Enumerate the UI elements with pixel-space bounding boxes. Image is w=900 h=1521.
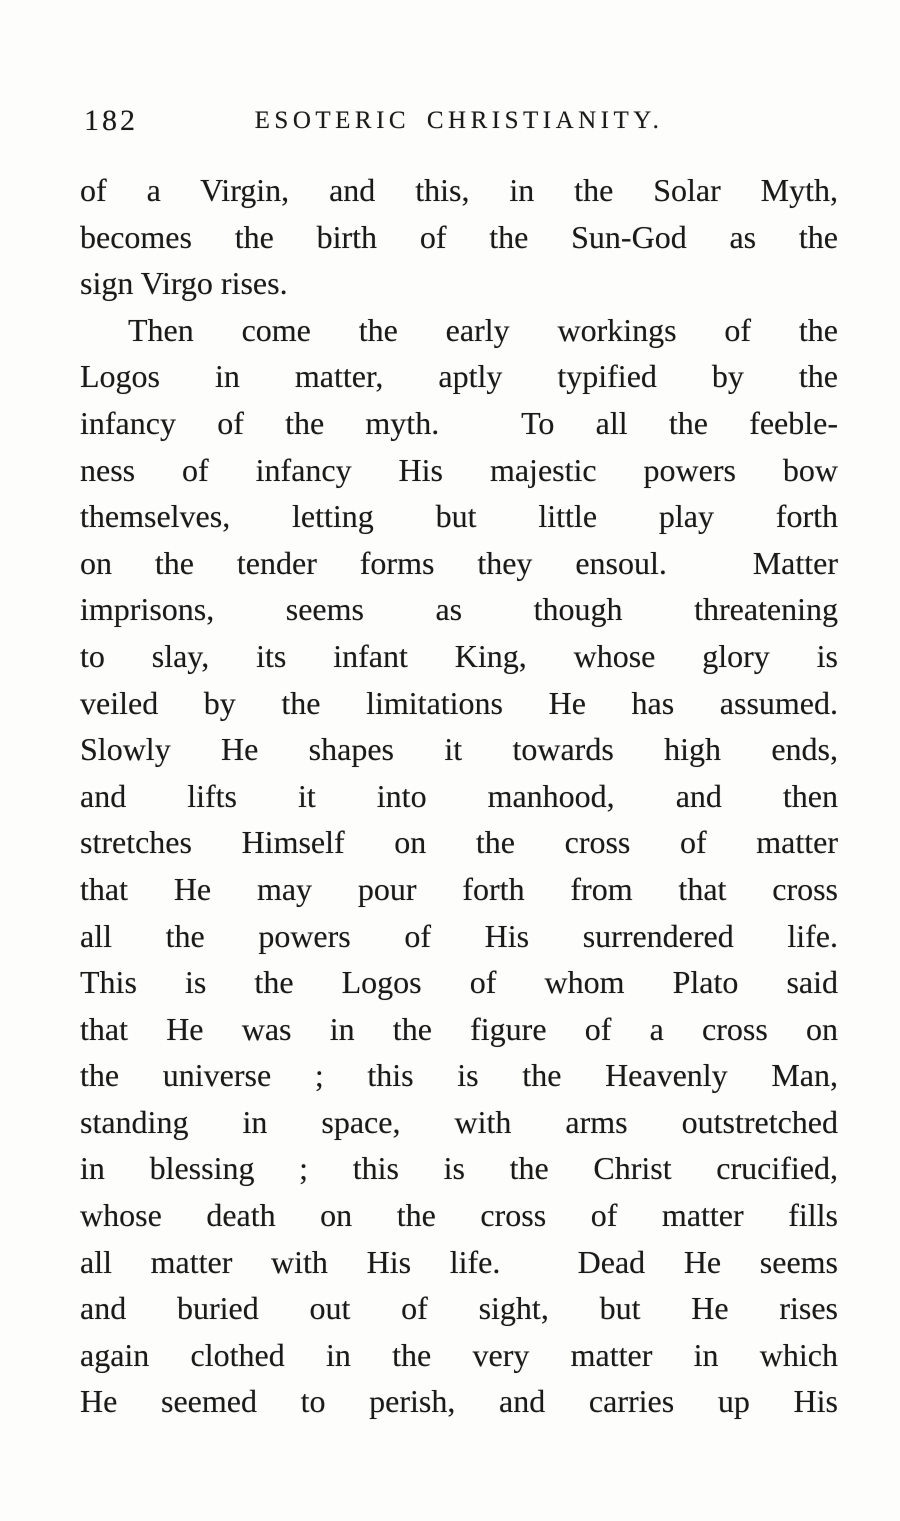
text-line: all the powers of His surrendered life.: [80, 917, 838, 954]
text-line: to slay, its infant King, whose glory is: [80, 637, 838, 674]
page-number: 182: [84, 104, 138, 137]
text-line: and lifts it into manhood, and then: [80, 777, 838, 814]
running-title: ESOTERIC CHRISTIANITY.: [254, 107, 664, 134]
text-line: veiled by the limitations He has assumed.: [80, 684, 838, 721]
text-line: in blessing ; this is the Christ crucified,: [80, 1150, 838, 1187]
text-line: sign Virgo rises.: [80, 265, 288, 302]
text-line: infancy of the myth. To all the feeble-: [80, 404, 838, 441]
text-line: all matter with His life. Dead He seems: [80, 1243, 838, 1280]
text-line: becomes the birth of the Sun-God as the: [80, 218, 838, 255]
text-line: stretches Himself on the cross of matter: [80, 824, 838, 861]
text-line: imprisons, seems as though threatening: [80, 591, 838, 628]
text-line: of a Virgin, and this, in the Solar Myth,: [80, 172, 838, 208]
text-line: This is the Logos of whom Plato said: [80, 964, 838, 1001]
text-line: standing in space, with arms outstretched: [80, 1103, 838, 1140]
text-line: that He was in the figure of a cross on: [80, 1010, 838, 1047]
text-line: He seemed to perish, and carries up His: [80, 1383, 838, 1420]
running-header: [80, 101, 838, 143]
text-line: on the tender forms they ensoul. Matter: [80, 544, 838, 581]
text-line: Logos in matter, aptly typified by the: [80, 358, 838, 395]
text-line: themselves, letting but little play forth: [80, 498, 838, 535]
text-line: whose death on the cross of matter fills: [80, 1197, 838, 1234]
text-line: and buried out of sight, but He rises: [80, 1290, 838, 1327]
text-line: again clothed in the very matter in which: [80, 1336, 838, 1373]
text-line: Slowly He shapes it towards high ends,: [80, 731, 838, 768]
text-line: Then come the early workings of the: [128, 311, 838, 348]
text-line: the universe ; this is the Heavenly Man,: [80, 1057, 838, 1094]
text-line: ness of infancy His majestic powers bow: [80, 451, 838, 488]
body-text-block: [80, 167, 838, 1425]
text-line: that He may pour forth from that cross: [80, 870, 838, 907]
